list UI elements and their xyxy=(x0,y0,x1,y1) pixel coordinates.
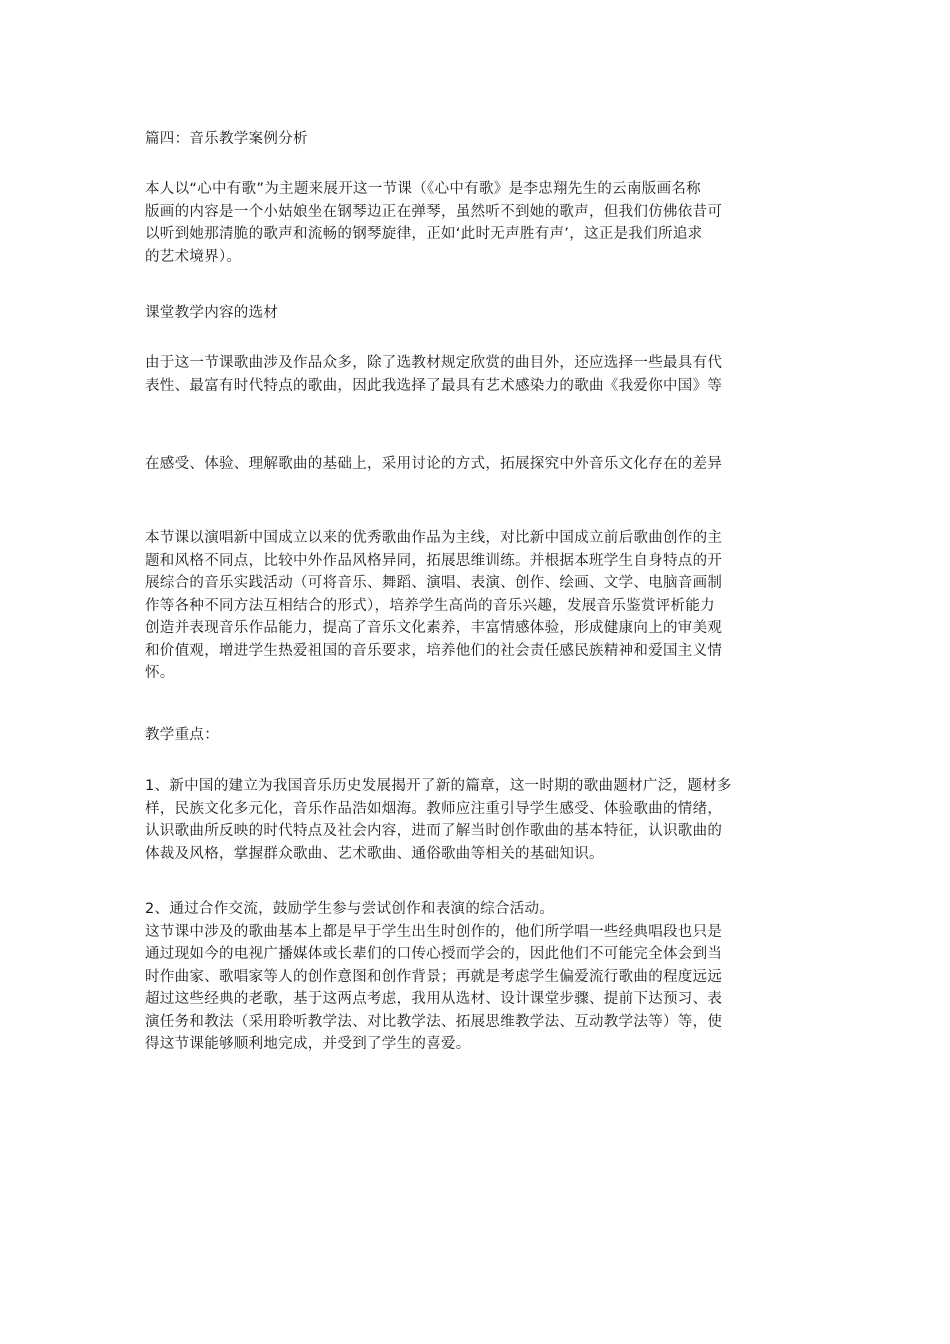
text-line: 体裁及风格，掌握群众歌曲、艺术歌曲、通俗歌曲等相关的基础知识。 xyxy=(145,845,604,862)
key-point-1 xyxy=(145,775,810,865)
text-line: 创造并表现音乐作品能力，提高了音乐文化素养，丰富情感体验，形成健康向上的审美观 xyxy=(145,620,723,636)
text-line: 和价值观，增进学生热爱祖国的音乐要求，培养他们的社会责任感民族精神和爱国主义情 xyxy=(145,642,723,659)
text-line: 1、新中国的建立为我国音乐历史发展揭开了新的篇章，这一时期的歌曲题材广泛，题材多 xyxy=(145,778,732,794)
document-title xyxy=(145,128,810,151)
key-point-2 xyxy=(145,898,810,1056)
text-line: 演任务和教法（采用聆听教学法、对比教学法、拓展思维教学法、互动教学法等）等，使 xyxy=(145,1013,723,1030)
text-line: 认识歌曲所反映的时代特点及社会内容，进而了解当时创作歌曲的基本特征，认识歌曲的 xyxy=(145,823,723,839)
heading-line: 教学重点： xyxy=(145,727,219,743)
text-line: 的艺术境界）。 xyxy=(145,248,242,265)
text-line: 题和风格不同点，比较中外作品风格异同，拓展思维训练。并根据本班学生自身特点的开 xyxy=(145,552,723,569)
text-line: 怀。 xyxy=(145,665,175,681)
key-points-heading xyxy=(145,724,810,747)
discussion-paragraph xyxy=(145,453,810,476)
intro-paragraph xyxy=(145,178,810,268)
text-line: 通过现如今的电视广播媒体或长辈们的口传心授而学会的，因此他们不可能完全体会到当 xyxy=(145,946,723,962)
text-line: 本节课以演唱新中国成立以来的优秀歌曲作品为主线，对比新中国成立前后歌曲创作的主 xyxy=(145,530,723,546)
text-line: 2、通过合作交流，鼓励学生参与尝试创作和表演的综合活动。 xyxy=(145,901,555,917)
text-line: 本人以“心中有歌”为主题来展开这一节课（《心中有歌》是李忠翔先生的云南版画名称 xyxy=(145,181,701,197)
text-line: 时作曲家、歌唱家等人的创作意图和创作背景；再就是考虑学生偏爱流行歌曲的程度远远 xyxy=(145,968,723,985)
title-line: 篇四：音乐教学案例分析 xyxy=(145,131,308,147)
text-line: 展综合的音乐实践活动（可将音乐、舞蹈、演唱、表演、创作、绘画、文学、电脑音画制 xyxy=(145,575,723,591)
text-line: 版画的内容是一个小姑娘坐在钢琴边正在弹琴，虽然听不到她的歌声，但我们仿佛依昔可 xyxy=(145,203,723,220)
text-line: 在感受、体验、理解歌曲的基础上，采用讨论的方式，拓展探究中外音乐文化存在的差异 xyxy=(145,456,723,472)
text-line: 由于这一节课歌曲涉及作品众多，除了选教材规定欣赏的曲目外，还应选择一些最具有代 xyxy=(145,355,723,371)
text-line: 表性、最富有时代特点的歌曲，因此我选择了最具有艺术感染力的歌曲《我爱你中国》等 xyxy=(145,377,723,394)
text-line: 超过这些经典的老歌，基于这两点考虑，我用从选材、设计课堂步骤、提前下达预习、表 xyxy=(145,991,723,1007)
text-line: 样，民族文化多元化，音乐作品浩如烟海。教师应注重引导学生感受、体验歌曲的情绪， xyxy=(145,800,723,817)
main-paragraph xyxy=(145,527,810,685)
text-line: 得这节课能够顺利地完成，并受到了学生的喜爱。 xyxy=(145,1036,471,1052)
selection-paragraph xyxy=(145,352,810,397)
text-line: 作等各种不同方法互相结合的形式），培养学生高尚的音乐兴趣，发展音乐鉴赏评析能力 xyxy=(145,597,715,614)
section-heading-selection xyxy=(145,302,810,325)
text-line: 以听到她那清脆的歌声和流畅的钢琴旋律，正如‘此时无声胜有声’，这正是我们所追求 xyxy=(145,226,703,242)
heading-line: 课堂教学内容的选材 xyxy=(145,305,279,321)
text-line: 这节课中涉及的歌曲基本上都是早于学生出生时创作的，他们所学唱一些经典唱段也只是 xyxy=(145,923,723,940)
